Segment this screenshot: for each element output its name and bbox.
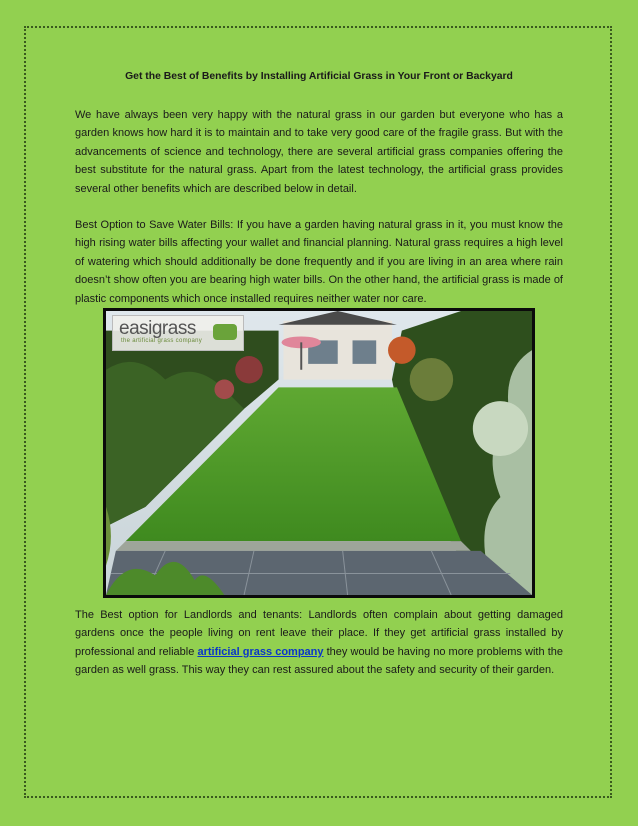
logo-tagline: the artificial grass company (121, 338, 203, 345)
garden-photo (103, 308, 535, 598)
logo-car-icon (213, 324, 237, 340)
brand-logo (112, 315, 244, 351)
intro-paragraph: We have always been very happy with the natural grass in our garden but everyone who has a garden knows how hard it is to maintain and to take very good care of the fragile grass. But with the advancements of science and technology, there are several artificial grass companies offering the best substitute for the natural grass. Apart from the latest technology, the artificial grass provides several other benefits which are described below in detail. (75, 109, 563, 195)
document-title: Get the Best of Benefits by Installing Artificial Grass in Your Front or Backyard (125, 71, 513, 82)
landlords-text-before: The Best option for Landlords and tenants: Landlords often complain about getting damaged gardens once the people living on rent leave their place. If they get artificial grass installed by professional and reliable (75, 609, 563, 658)
landlords-text-after: they would be having no more problems with the garden as well grass. This way they can rest assured about the safety and security of their garden. (75, 645, 563, 677)
water-bills-paragraph: Best Option to Save Water Bills: If you have a garden having natural grass in it, you must know the high rising water bills affecting your wallet and financial planning. Natural grass requires a high level of watering which should additionally be done frequently and if you are living in an area where rain doesn’t show often you are bearing high water bills. On the other hand, the artificial grass is made of plastic components which once installed requires neither water nor care. (75, 219, 563, 305)
artificial-grass-company-link[interactable]: artificial grass company (197, 645, 324, 658)
landlords-paragraph (75, 606, 563, 680)
document-body (75, 70, 563, 698)
garden-illustration (106, 311, 532, 595)
logo-wordmark: easigrass (119, 318, 196, 340)
